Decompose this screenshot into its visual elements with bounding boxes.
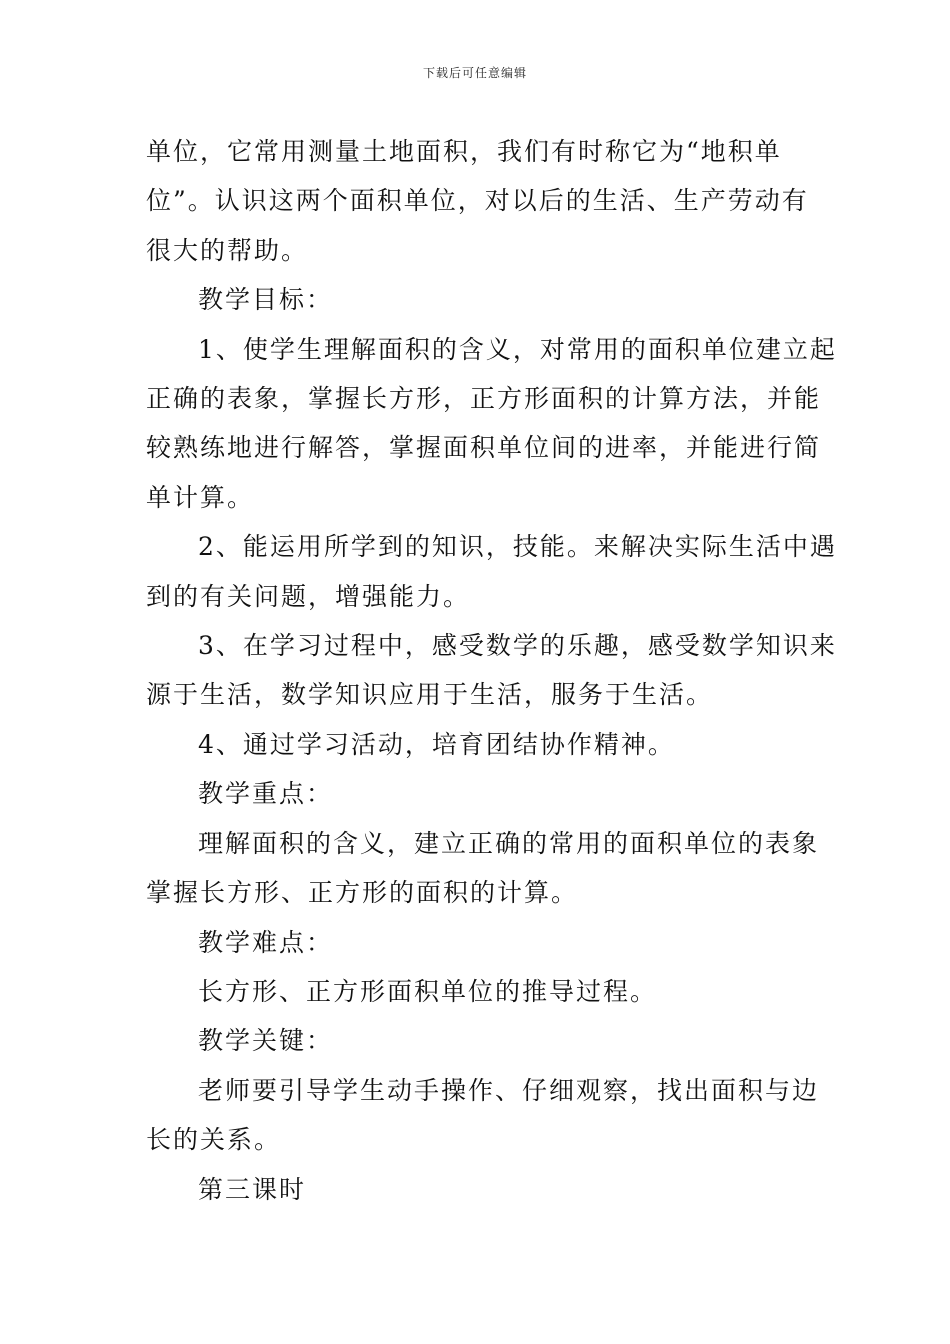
- text-line: 长方形、正方形面积单位的推导过程。: [198, 976, 658, 1006]
- difficulties-text: [146, 967, 808, 1016]
- goal-item-4: [146, 720, 808, 769]
- text-line: 第三课时: [198, 1174, 307, 1204]
- text-line: 教学目标：: [198, 285, 334, 315]
- goal-item-2: [146, 522, 837, 621]
- text-line: 长的关系。: [146, 1125, 282, 1155]
- text-line: 3、在学习过程中，感受数学的乐趣，感受数学知识来: [198, 631, 837, 661]
- text-line: 掌握长方形、正方形的面积的计算。: [146, 878, 579, 908]
- section-heading-goals: [146, 275, 808, 324]
- paragraph-continuation: [146, 127, 808, 275]
- text-line: 1、使学生理解面积的含义，对常用的面积单位建立起: [198, 334, 837, 364]
- text-line: 教学难点：: [198, 927, 334, 957]
- text-line: 正确的表象，掌握长方形，正方形面积的计算方法，并能: [146, 384, 822, 414]
- section-heading-difficulties: [146, 918, 808, 967]
- key-text: [146, 1066, 820, 1165]
- page-header: [0, 64, 950, 82]
- lesson-heading-third: [146, 1165, 808, 1214]
- section-heading-key: [146, 1016, 808, 1065]
- text-line: 位”。认识这两个面积单位，对以后的生活、生产劳动有: [146, 186, 809, 216]
- key-points-text: [146, 819, 820, 918]
- text-line: 教学重点：: [198, 779, 334, 809]
- text-line: 很大的帮助。: [146, 235, 309, 265]
- text-line: 老师要引导学生动手操作、仔细观察，找出面积与边: [198, 1075, 820, 1105]
- section-heading-key-points: [146, 769, 808, 818]
- goal-item-3: [146, 621, 837, 720]
- header-text: 下载后可任意编辑: [422, 66, 527, 80]
- text-line: 单位，它常用测量土地面积，我们有时称它为“地积单: [146, 137, 782, 166]
- text-line: 单计算。: [146, 482, 255, 512]
- document-body: [146, 127, 837, 1214]
- text-line: 教学关键：: [198, 1026, 334, 1056]
- text-line: 4、通过学习活动，培育团结协作精神。: [198, 729, 675, 759]
- text-line: 到的有关问题，增强能力。: [146, 581, 471, 611]
- text-line: 理解面积的含义，建立正确的常用的面积单位的表象: [198, 828, 820, 858]
- goal-item-1: [146, 325, 837, 523]
- text-line: 源于生活，数学知识应用于生活，服务于生活。: [146, 680, 714, 710]
- text-line: 较熟练地进行解答，掌握面积单位间的进率，并能进行简: [146, 433, 822, 463]
- text-line: 2、能运用所学到的知识，技能。来解决实际生活中遇: [198, 532, 837, 562]
